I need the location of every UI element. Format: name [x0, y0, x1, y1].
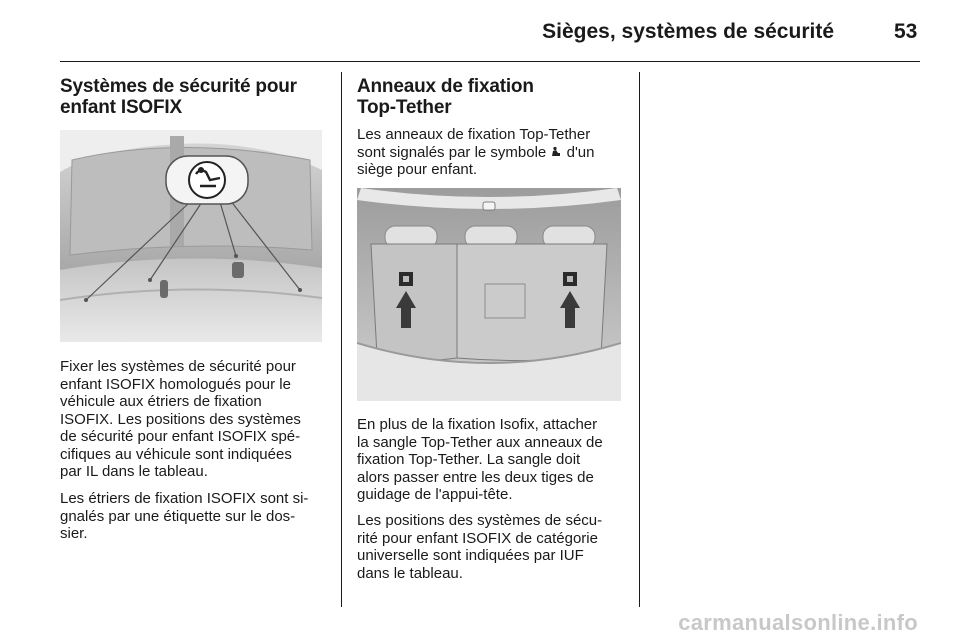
column-divider-right	[639, 72, 640, 607]
text-line: fixation Top-Tether. La sangle doit	[357, 451, 581, 468]
page-number: 53	[894, 20, 918, 43]
text-line: rité pour enfant ISOFIX de catégorie	[357, 529, 598, 547]
top-tether-heading-line: Anneaux de fixation	[357, 76, 534, 97]
isofix-paragraph-1	[60, 358, 325, 481]
isofix-heading	[60, 76, 325, 118]
isofix-heading-line: enfant ISOFIX	[60, 97, 182, 118]
top-tether-paragraph-2	[357, 512, 625, 582]
top-tether-section	[357, 76, 625, 582]
isofix-paragraph-2	[60, 490, 325, 543]
text-line: d'un	[562, 143, 595, 161]
text-line: par IL dans le tableau.	[60, 463, 208, 480]
text-line: guidage de l'appui-tête.	[357, 486, 513, 503]
page-header-title: Sièges, systèmes de sécurité	[542, 20, 834, 43]
text-line: cifiques au véhicule sont indiquées	[60, 445, 292, 463]
text-line: de sécurité pour enfant ISOFIX spé-	[60, 428, 301, 445]
text-line: gnalés par une étiquette sur le dos-	[60, 507, 296, 525]
top-tether-paragraph-1	[357, 416, 625, 504]
text-line: dans le tableau.	[357, 564, 463, 582]
text-line: universelle sont indiquées par IUF	[357, 547, 584, 564]
text-line: Les positions des systèmes de sécu-	[357, 512, 603, 529]
text-line: Les étriers de fixation ISOFIX sont si-	[60, 490, 309, 507]
isofix-seat-illustration	[60, 130, 322, 342]
header-divider	[60, 61, 920, 62]
text-line: alors passer entre les deux tiges de	[357, 468, 594, 486]
top-tether-intro	[357, 126, 625, 179]
top-tether-heading-line: Top-Tether	[357, 97, 452, 118]
text-line: enfant ISOFIX homologués pour le	[60, 375, 291, 393]
text-line: siège pour enfant.	[357, 161, 478, 178]
isofix-heading-line: Systèmes de sécurité pour	[60, 76, 297, 97]
watermark: carmanualsonline.info	[678, 610, 918, 635]
text-line: sier.	[60, 525, 88, 542]
top-tether-heading	[357, 76, 625, 118]
text-line: véhicule aux étriers de fixation	[60, 393, 262, 410]
text-line: ISOFIX. Les positions des systèmes	[60, 410, 301, 428]
column-divider-left	[341, 72, 342, 607]
child-seat-tether-icon	[550, 146, 562, 158]
text-line: sont signalés par le symbole	[357, 143, 551, 161]
top-tether-trunk-illustration	[357, 188, 621, 401]
text-line: Les anneaux de fixation Top-Tether	[357, 126, 591, 143]
text-line: la sangle Top-Tether aux anneaux de	[357, 433, 603, 451]
text-line: Fixer les systèmes de sécurité pour	[60, 358, 296, 375]
text-line: En plus de la fixation Isofix, attacher	[357, 416, 598, 433]
isofix-section	[60, 76, 325, 542]
